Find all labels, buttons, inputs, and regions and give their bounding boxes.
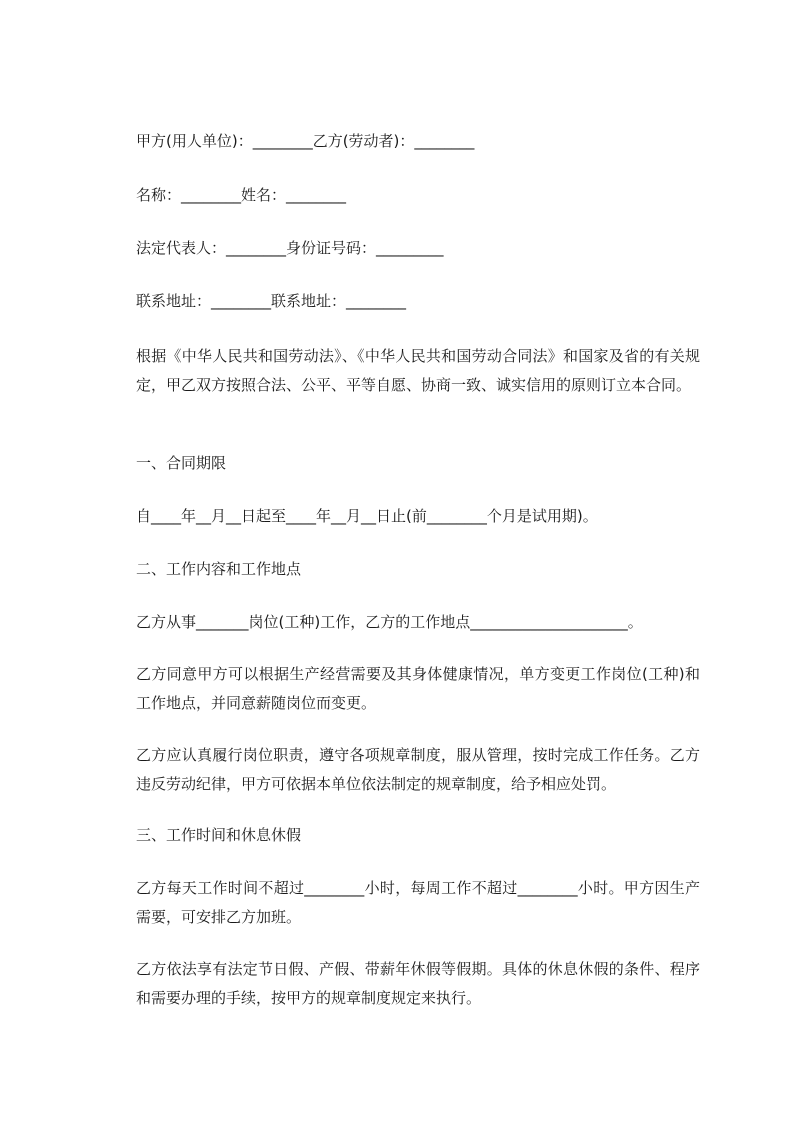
party-address-line: 联系地址：________联系地址：________ xyxy=(136,292,407,310)
section1-heading: 一、合同期限 xyxy=(136,454,227,472)
work-position-line: 乙方从事_______岗位(工种)工作，乙方的工作地点_____________________。 xyxy=(136,613,643,631)
contract-term-line: 自____年__月__日起至____年__月__日止(前________个月是试用期)。 xyxy=(136,507,598,525)
job-duties-paragraph: 乙方应认真履行岗位职责，遵守各项规章制度，服从管理，按时完成工作任务。乙方违反劳动纪律，甲方可依据本单位依法制定的规章制度，给予相应处罚。 xyxy=(136,746,700,793)
leave-paragraph: 乙方依法享有法定节日假、产假、带薪年休假等假期。具体的休息休假的条件、程序和需要办理的手续，按甲方的规章制度规定来执行。 xyxy=(136,960,700,1007)
working-hours-paragraph: 乙方每天工作时间不超过________小时，每周工作不超过________小时。甲方因生产需要，可安排乙方加班。 xyxy=(136,879,700,926)
position-change-paragraph: 乙方同意甲方可以根据生产经营需要及其身体健康情况，单方变更工作岗位(工种)和工作地点，并同意薪随岗位而变更。 xyxy=(136,665,700,712)
section3-heading: 三、工作时间和休息休假 xyxy=(136,826,302,844)
party-titles-line: 甲方(用人单位)：________乙方(劳动者)：________ xyxy=(136,132,475,150)
section2-heading: 二、工作内容和工作地点 xyxy=(136,560,302,578)
preamble-paragraph: 根据《中华人民共和国劳动法》、《中华人民共和国劳动合同法》和国家及省的有关规定，甲乙双方按照合法、公平、平等自愿、协商一致、诚实信用的原则订立本合同。 xyxy=(136,347,700,394)
party-representative-line: 法定代表人：________身份证号码：_________ xyxy=(136,239,444,257)
party-names-line: 名称：________姓名：________ xyxy=(136,186,347,204)
